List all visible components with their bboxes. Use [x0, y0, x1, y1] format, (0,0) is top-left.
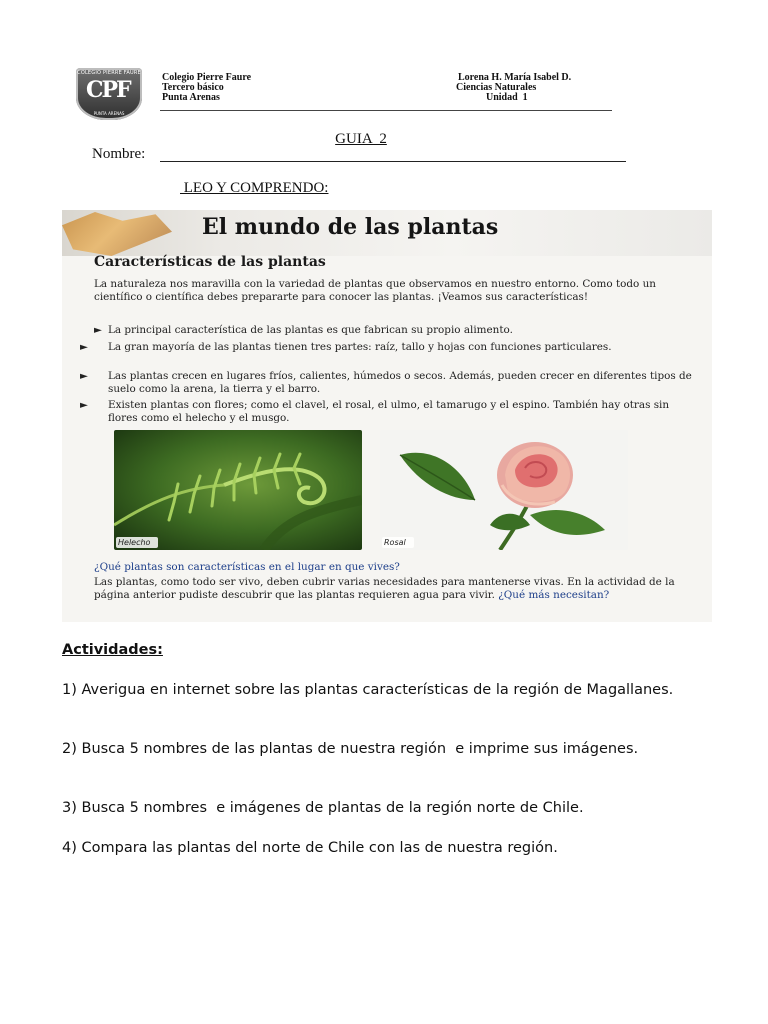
school-logo	[76, 68, 142, 120]
grade-level: Tercero básico	[162, 82, 224, 93]
logo-bottom-text: PUNTA ARENAS	[93, 111, 125, 116]
bullet-icon: ►	[94, 324, 102, 336]
header-divider	[160, 110, 612, 111]
fern-photo	[114, 430, 362, 550]
guide-title: GUIA 2	[335, 131, 387, 147]
rose-image	[380, 430, 628, 550]
closing-question: ¿Qué más necesitan?	[498, 589, 610, 601]
textbook-excerpt	[62, 210, 712, 622]
excerpt-bullet	[80, 341, 694, 354]
closing-text: Las plantas, como todo ser vivo, deben cubrir varias necesidades para mantenerse vivas. En la actividad de la página anterior pudiste descubrir que las plantas requieren agua para vivir.	[94, 576, 675, 601]
excerpt-question: ¿Qué plantas son características en el lugar en que vives?	[94, 561, 400, 573]
logo-top-text: COLEGIO PIERRE FAURE	[77, 70, 141, 76]
excerpt-closing	[94, 576, 694, 602]
excerpt-bullet	[80, 399, 694, 425]
rose-label: Rosal	[382, 537, 414, 548]
bullet-icon: ►	[80, 370, 88, 382]
activity-item: 2) Busca 5 nombres de las plantas de nuestra región e imprime sus imágenes.	[62, 741, 639, 757]
excerpt-intro: La naturaleza nos maravilla con la variedad de plantas que observamos en nuestro entorno. Como todo un científico o científica debes prepararte para conocer las plantas. ¡Veamos sus características!	[94, 278, 656, 303]
activity-item: 1) Averigua en internet sobre las plantas características de la región de Magallanes.	[62, 682, 674, 698]
subject: Ciencias Naturales	[456, 82, 537, 93]
rose-photo	[380, 430, 628, 550]
logo-letters: CPF	[86, 77, 130, 103]
activity-item: 4) Compara las plantas del norte de Chile con las de nuestra región.	[62, 840, 558, 856]
fern-image	[114, 430, 362, 550]
bullet-text: Existen plantas con flores; como el clavel, el rosal, el ulmo, el tamarugo y el espino. También hay otras sin flores como el helecho y el musgo.	[108, 399, 670, 424]
name-label: Nombre:	[92, 146, 146, 162]
unit: Unidad 1	[486, 92, 528, 103]
bullet-icon: ►	[80, 341, 88, 353]
fern-label: Helecho	[116, 537, 158, 548]
excerpt-subtitle: Características de las plantas	[94, 254, 326, 270]
city: Punta Arenas	[162, 92, 220, 103]
excerpt-bullet	[80, 370, 694, 396]
excerpt-bullet	[94, 324, 694, 337]
section-label: LEO Y COMPRENDO:	[180, 180, 329, 196]
school-name: Colegio Pierre Faure	[162, 72, 252, 83]
activity-item: 3) Busca 5 nombres e imágenes de plantas de la región norte de Chile.	[62, 800, 584, 816]
bullet-icon: ►	[80, 399, 88, 411]
activities-title: Actividades:	[62, 642, 163, 658]
name-blank-line	[160, 161, 626, 162]
teachers-names: Lorena H. María Isabel D.	[458, 72, 572, 83]
bullet-text: La principal característica de las plantas es que fabrican su propio alimento.	[108, 324, 513, 336]
bullet-text: Las plantas crecen en lugares fríos, calientes, húmedos o secos. Además, pueden crecer en diferentes tipos de suelo como la arena, la tierra y el barro.	[108, 370, 692, 395]
excerpt-title: El mundo de las plantas	[202, 214, 499, 240]
bullet-text: La gran mayoría de las plantas tienen tres partes: raíz, tallo y hojas con funciones particulares.	[108, 341, 612, 353]
